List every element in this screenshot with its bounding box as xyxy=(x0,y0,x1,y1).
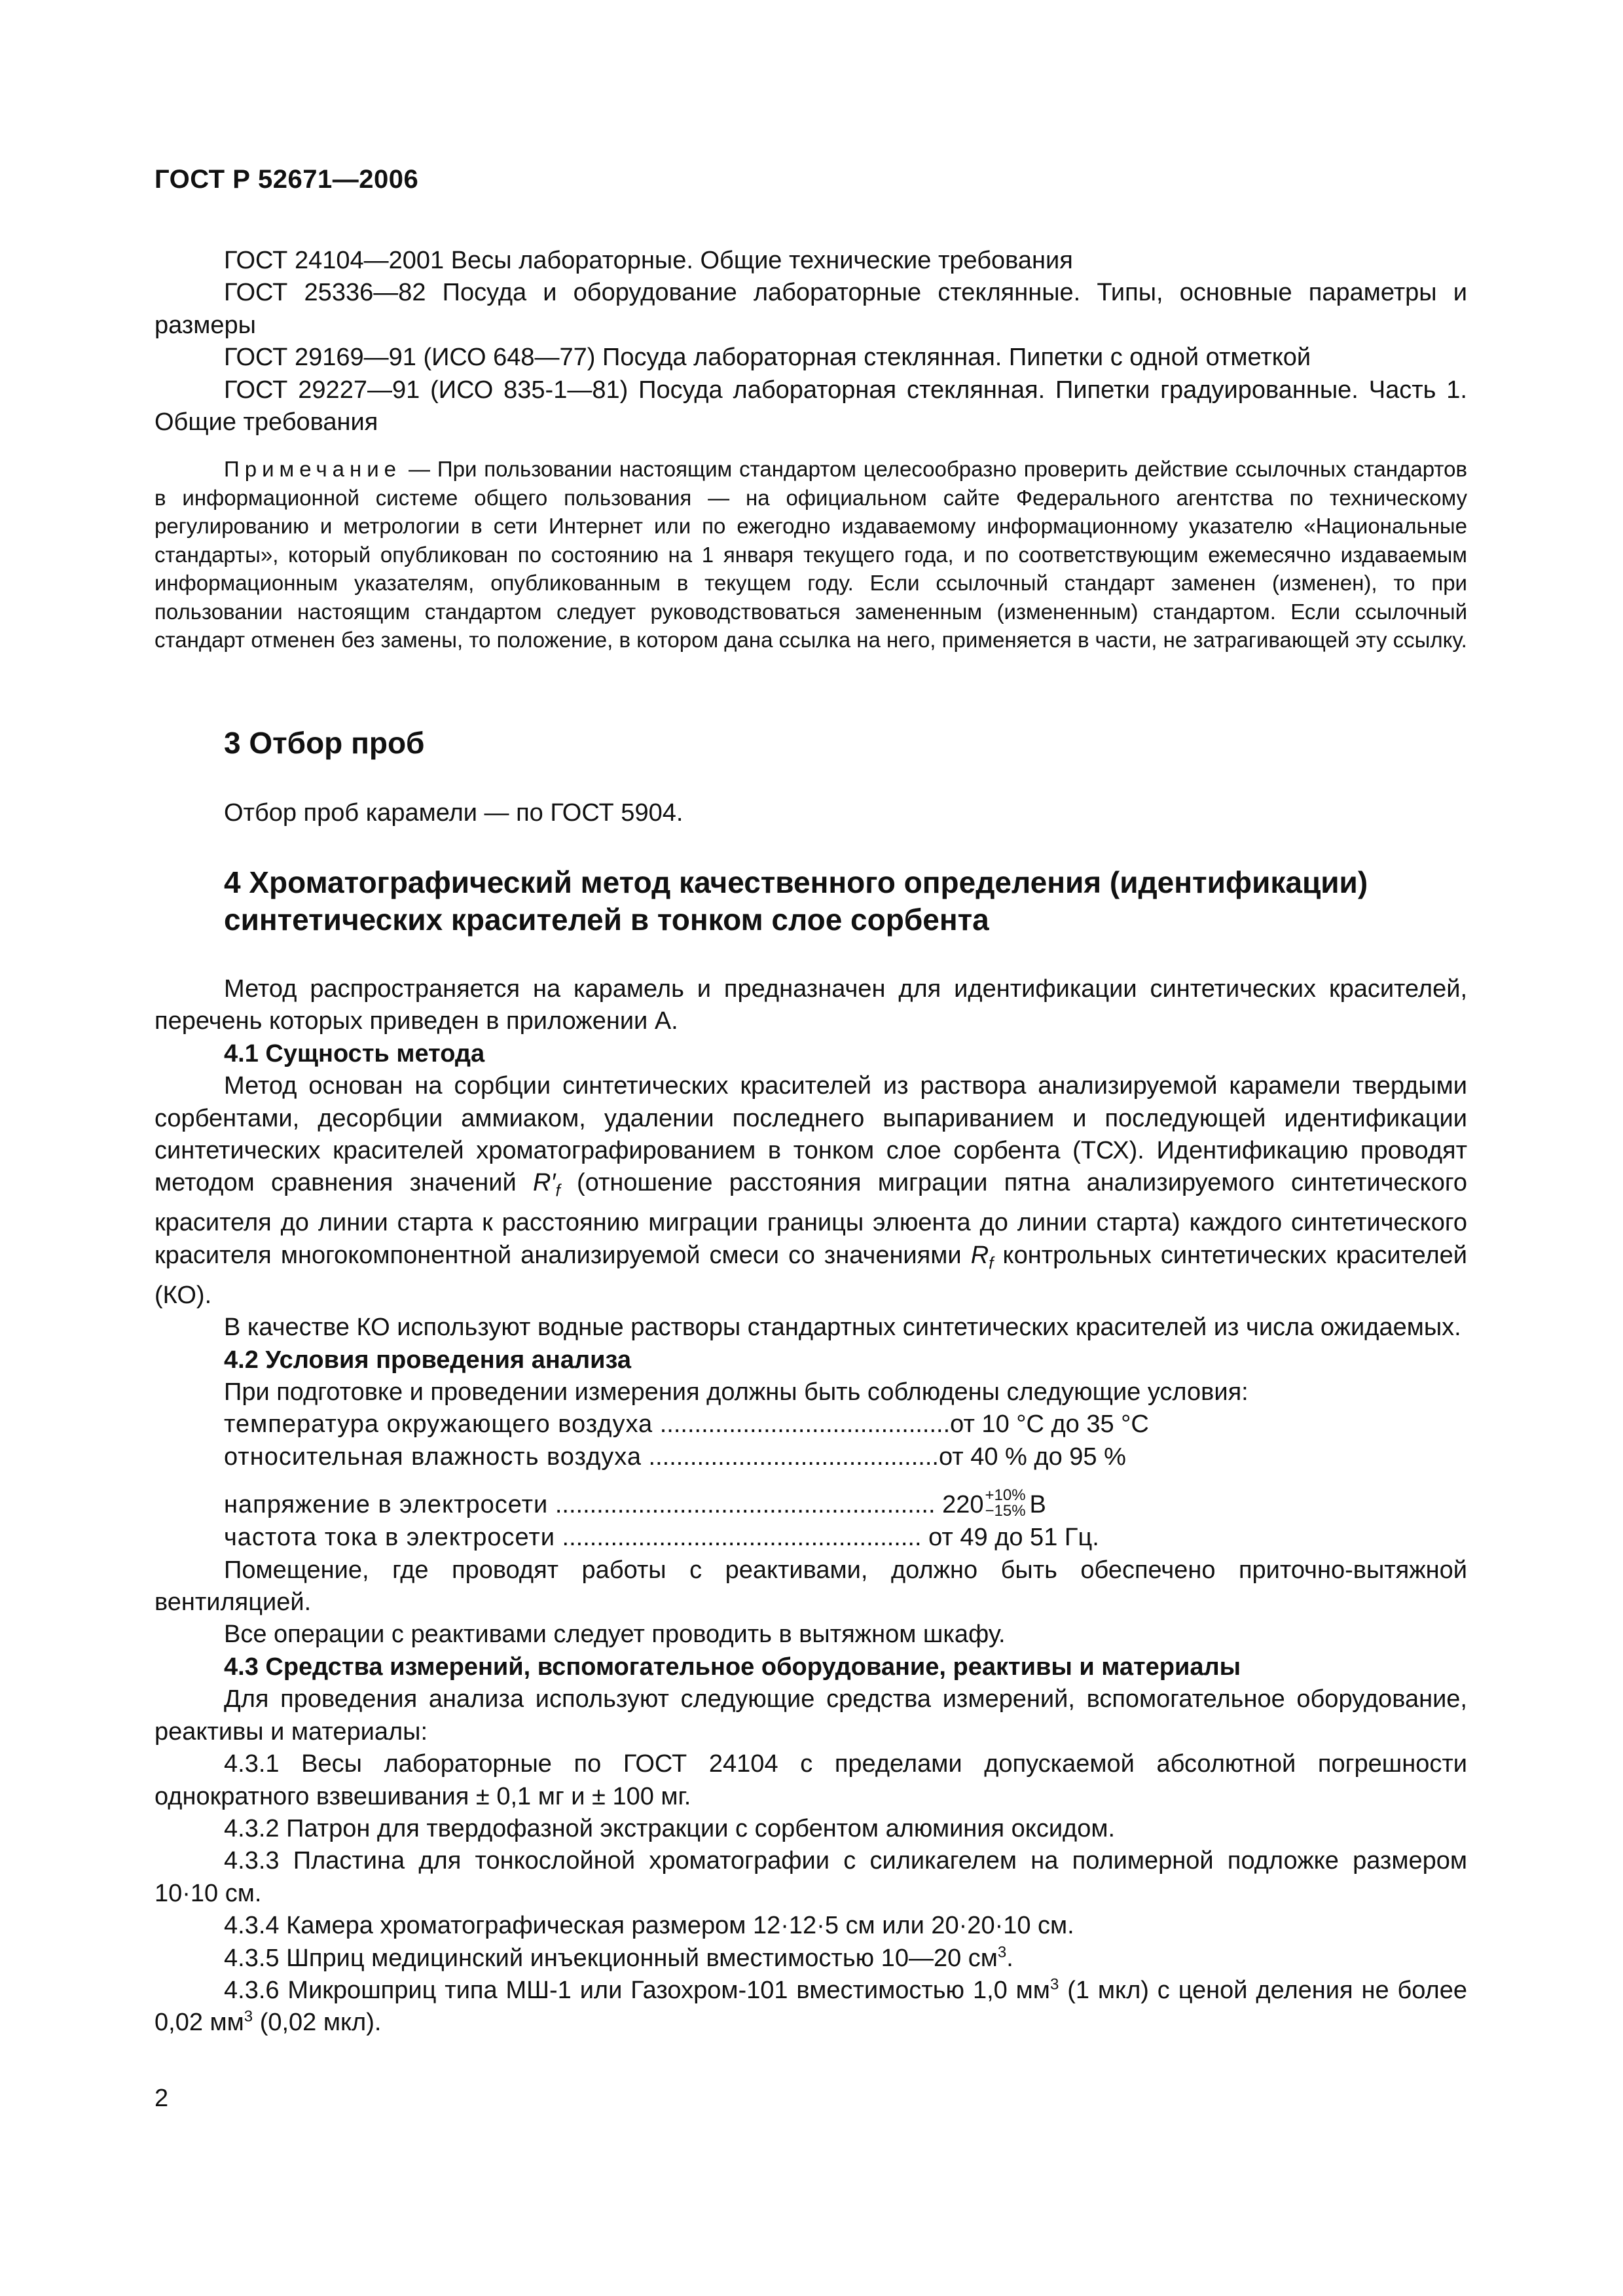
section-4-1-paragraph-1: Метод основан на сорбции синтетических красителей из раствора анализируемой карамели твердыми сорбентами, десорбции аммиаком, удалении последнего выпариванием и последующей идентификации синтетических красителей хроматографированием в тонком слое сорбента (ТСХ). Идентификацию проводят методом сравнения значений $R'_f$ (отношение расстояния миграции пятна анализируемого синтетического красителя до линии старта к расстоянию миграции границы элюента до линии старта) каждого синтетического красителя многокомпонентной анализируемой смеси со значениями $R_f$ контрольных синтетических красителей (КО). xyxy=(155,1072,1467,1309)
references-block xyxy=(155,245,1467,439)
rf-prime-symbol: $R'_f$ xyxy=(532,1169,560,1201)
item-4-3-3: 4.3.3 Пластина для тонкослойной хроматографии с силикагелем на полимерной подложке размером 10·10 см. xyxy=(155,1847,1467,1907)
item-4-3-1: 4.3.1 Весы лабораторные по ГОСТ 24104 с пределами допускаемой абсолютной погрешности однократного взвешивания ± 0,1 мг и ± 100 мг. xyxy=(155,1750,1467,1810)
section-4-2-title: 4.2 Условия проведения анализа xyxy=(224,1346,631,1374)
section-4-title-line-1: 4 Хроматографический метод качественного определения (идентификации) xyxy=(224,865,1368,899)
condition-humidity: относительная влажность воздуха ..........................................от 40 % до 95 % xyxy=(224,1443,1126,1471)
item-4-3-5: 4.3.5 Шприц медицинский инъекционный вместимостью 10—20 $см^3$. xyxy=(224,1943,1013,1972)
reference-item: ГОСТ 24104—2001 Весы лабораторные. Общие технические требования xyxy=(224,247,1073,274)
section-4-2-hood: Все операции с реактивами следует проводить в вытяжном шкафу. xyxy=(224,1621,1006,1649)
item-4-3-2: 4.3.2 Патрон для твердофазной экстракции с сорбентом алюминия оксидом. xyxy=(224,1814,1116,1842)
rf-symbol: $R_f$ xyxy=(970,1241,994,1273)
condition-temperature: температура окружающего воздуха ..........................................от 10 °С до 35 °С xyxy=(224,1410,1149,1439)
section-4-3-lead: Для проведения анализа используют следующие средства измерений, вспомогательное оборудование, реактивы и материалы: xyxy=(155,1685,1467,1746)
condition-frequency: частота тока в электросети .................................................... от 49 до 51 Гц. xyxy=(224,1524,1099,1552)
reference-item: ГОСТ 25336—82 Посуда и оборудование лабораторные стеклянные. Типы, основные параметры и размеры xyxy=(155,279,1467,339)
section-4-2-room: Помещение, где проводят работы с реактивами, должно быть обеспечено приточно-вытяжной вентиляцией. xyxy=(155,1556,1467,1617)
section-4-body xyxy=(155,973,1467,2039)
section-4-3-title: 4.3 Средства измерений, вспомогательное оборудование, реактивы и материалы xyxy=(224,1653,1241,1681)
section-4-intro: Метод распространяется на карамель и предназначен для идентификации синтетических красителей, перечень которых приведен в приложении А. xyxy=(155,975,1467,1035)
note-label: Примечание xyxy=(224,457,402,481)
section-4-title xyxy=(224,864,1468,939)
page-number: 2 xyxy=(155,2085,169,2112)
standard-header: ГОСТ Р 52671—2006 xyxy=(155,165,419,194)
section-4-1-title: 4.1 Сущность метода xyxy=(224,1039,485,1067)
section-3-body xyxy=(155,797,1467,829)
voltage-tolerance: +10% −15% xyxy=(985,1486,1026,1520)
section-3-text: Отбор проб карамели — по ГОСТ 5904. xyxy=(224,799,684,827)
section-4-1-paragraph-2: В качестве КО используют водные растворы стандартных синтетических красителей из числа ожидаемых. xyxy=(224,1314,1461,1342)
note-text: — При пользовании настоящим стандартом целесообразно проверить действие ссылочных стандартов в информационной системе общего пользования — на официальном сайте Федерального агентства по техническому регулированию и метрологии в сети Интернет или по ежегодно издаваемому информационному указателю «Национальные стандарты», который опубликован по состоянию на 1 января текущего года, и по соответствующим ежемесячно издаваемым информационным указателям, опубликованным в текущем году. Если ссылочный стандарт заменен (изменен), то при пользовании настоящим стандартом следует руководствоваться замененным (измененным) стандартом. Если ссылочный стандарт отменен без замены, то положение, в котором дана ссылка на него, применяется в части, не затрагивающей эту ссылку. xyxy=(155,457,1467,652)
condition-voltage: напряжение в электросети ....................................................... 220 +10% −15% В xyxy=(224,1486,1046,1520)
section-3-title: 3 Отбор проб xyxy=(224,726,425,760)
reference-item: ГОСТ 29169—91 (ИСО 648—77) Посуда лабораторная стеклянная. Пипетки с одной отметкой xyxy=(224,344,1311,372)
reference-item: ГОСТ 29227—91 (ИСО 835-1—81) Посуда лабораторная стеклянная. Пипетки градуированные. Часть 1. Общие требования xyxy=(155,376,1467,437)
item-4-3-6: 4.3.6 Микрошприц типа МШ-1 или Газохром-101 вместимостью 1,0 $мм^3$ (1 мкл) с ценой деления не более 0,02 $мм^3$ (0,02 мкл). xyxy=(155,1975,1467,2037)
note-block xyxy=(155,455,1467,655)
item-4-3-4: 4.3.4 Камера хроматографическая размером 12·12·5 см или 20·20·10 см. xyxy=(224,1912,1074,1940)
section-4-2-lead: При подготовке и проведении измерения должны быть соблюдены следующие условия: xyxy=(224,1378,1249,1407)
section-4-title-line-2: синтетических красителей в тонком слое сорбента xyxy=(224,903,989,937)
